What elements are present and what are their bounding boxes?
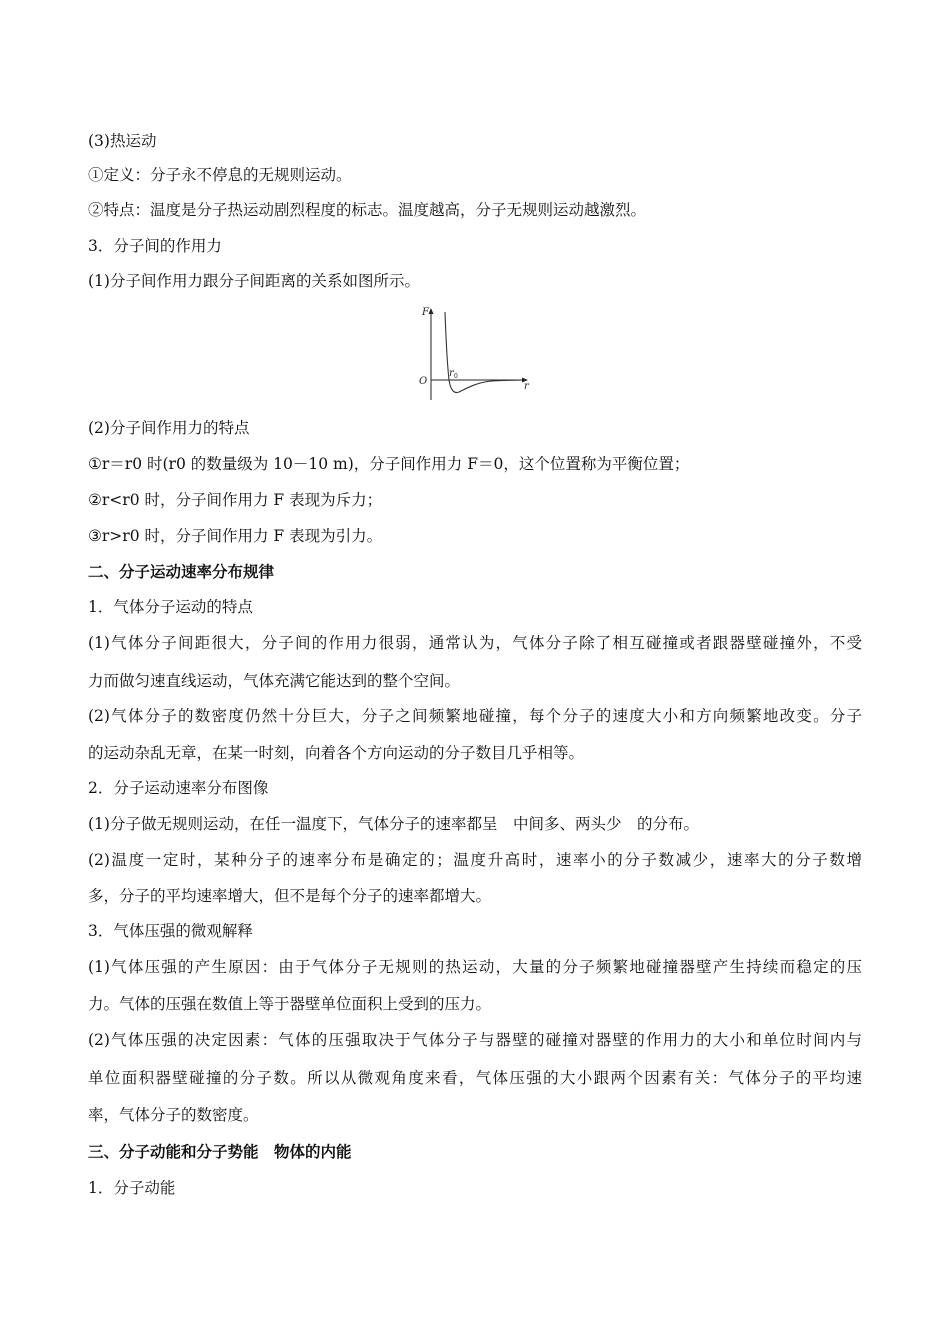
paragraph-pressure-factors-cont: 单位面积器壁碰撞的分子数。所以从微观角度来看，气体压强的大小跟两个因素有关：气体分子的平均速 bbox=[88, 1069, 862, 1087]
section-title-internal-energy: 三、分子动能和分子势能 物体的内能 bbox=[88, 1142, 352, 1161]
paragraph-equilibrium: ①r＝r0 时(r0 的数量级为 10－10 m)，分子间作用力 F＝0，这个位置称为平衡位置； bbox=[88, 455, 690, 473]
paragraph-repulsion: ②r<r0 时，分子间作用力 F 表现为斥力； bbox=[88, 491, 383, 509]
r0-subscript: 0 bbox=[454, 373, 458, 380]
origin-label: O bbox=[419, 376, 428, 387]
section-title-speed-distribution: 二、分子运动速率分布规律 bbox=[88, 562, 275, 581]
section-heading-intermolecular-force: 3．分子间的作用力 bbox=[88, 237, 222, 255]
paragraph-number-density: (2)气体分子的数密度仍然十分巨大，分子之间频繁地碰撞，每个分子的速度大小和方向频繁地改变。分子 bbox=[88, 707, 862, 725]
x-axis-label: r bbox=[524, 381, 529, 392]
paragraph-number-density-cont: 的运动杂乱无章，在某一时刻，向着各个方向运动的分子数目几乎相等。 bbox=[88, 744, 585, 762]
paragraph-temperature-effect-cont: 多，分子的平均速率增大，但不是每个分子的速率都增大。 bbox=[88, 887, 492, 905]
section-heading-molecular-kinetic-energy: 1．分子动能 bbox=[88, 1179, 176, 1197]
paragraph-pressure-origin: (1)气体压强的产生原因：由于气体分子无规则的热运动，大量的分子频繁地碰撞器壁产生持续而稳定的压 bbox=[88, 958, 862, 976]
paragraph-distribution-shape: (1)分子做无规则运动，在任一温度下，气体分子的速率都呈 中间多、两头少 的分布。 bbox=[88, 815, 699, 833]
paragraph-definition: ①定义：分子永不停息的无规则运动。 bbox=[88, 166, 352, 184]
paragraph-gas-distance: (1)气体分子间距很大，分子间的作用力很弱，通常认为，气体分子除了相互碰撞或者跟器壁碰撞外，不受 bbox=[88, 634, 862, 652]
paragraph-pressure-factors: (2)气体压强的决定因素：气体的压强取决于气体分子与器壁的碰撞对器壁的作用力的大小和单位时间内与 bbox=[88, 1031, 862, 1049]
paragraph-gas-distance-cont: 力而做匀速直线运动，气体充满它能达到的整个空间。 bbox=[88, 672, 461, 690]
y-axis bbox=[429, 308, 434, 400]
paragraph-pressure-factors-end: 率，气体分子的数密度。 bbox=[88, 1106, 259, 1124]
section-heading-gas-motion-features: 1．气体分子运动的特点 bbox=[88, 598, 253, 616]
section-heading-gas-pressure: 3．气体压强的微观解释 bbox=[88, 922, 253, 940]
section-heading-speed-distribution-graph: 2．分子运动速率分布图像 bbox=[88, 779, 269, 797]
paragraph-pressure-origin-cont: 力。气体的压强在数值上等于器壁单位面积上受到的压力。 bbox=[88, 995, 492, 1013]
paragraph-temperature-effect: (2)温度一定时，某种分子的速率分布是确定的；温度升高时，速率小的分子数减少，速率大的分子数增 bbox=[88, 851, 862, 869]
paragraph-force-distance-relation: (1)分子间作用力跟分子间距离的关系如图所示。 bbox=[88, 272, 420, 290]
r0-label: r bbox=[449, 368, 454, 379]
paragraph-thermal-motion-heading: (3)热运动 bbox=[88, 132, 157, 150]
paragraph-characteristic: ②特点：温度是分子热运动剧烈程度的标志。温度越高，分子无规则运动越激烈。 bbox=[88, 201, 647, 219]
paragraph-force-features-heading: (2)分子间作用力的特点 bbox=[88, 419, 250, 437]
y-axis-label: F bbox=[422, 307, 429, 318]
paragraph-attraction: ③r>r0 时，分子间作用力 F 表现为引力。 bbox=[88, 527, 383, 545]
force-distance-figure bbox=[412, 300, 538, 404]
